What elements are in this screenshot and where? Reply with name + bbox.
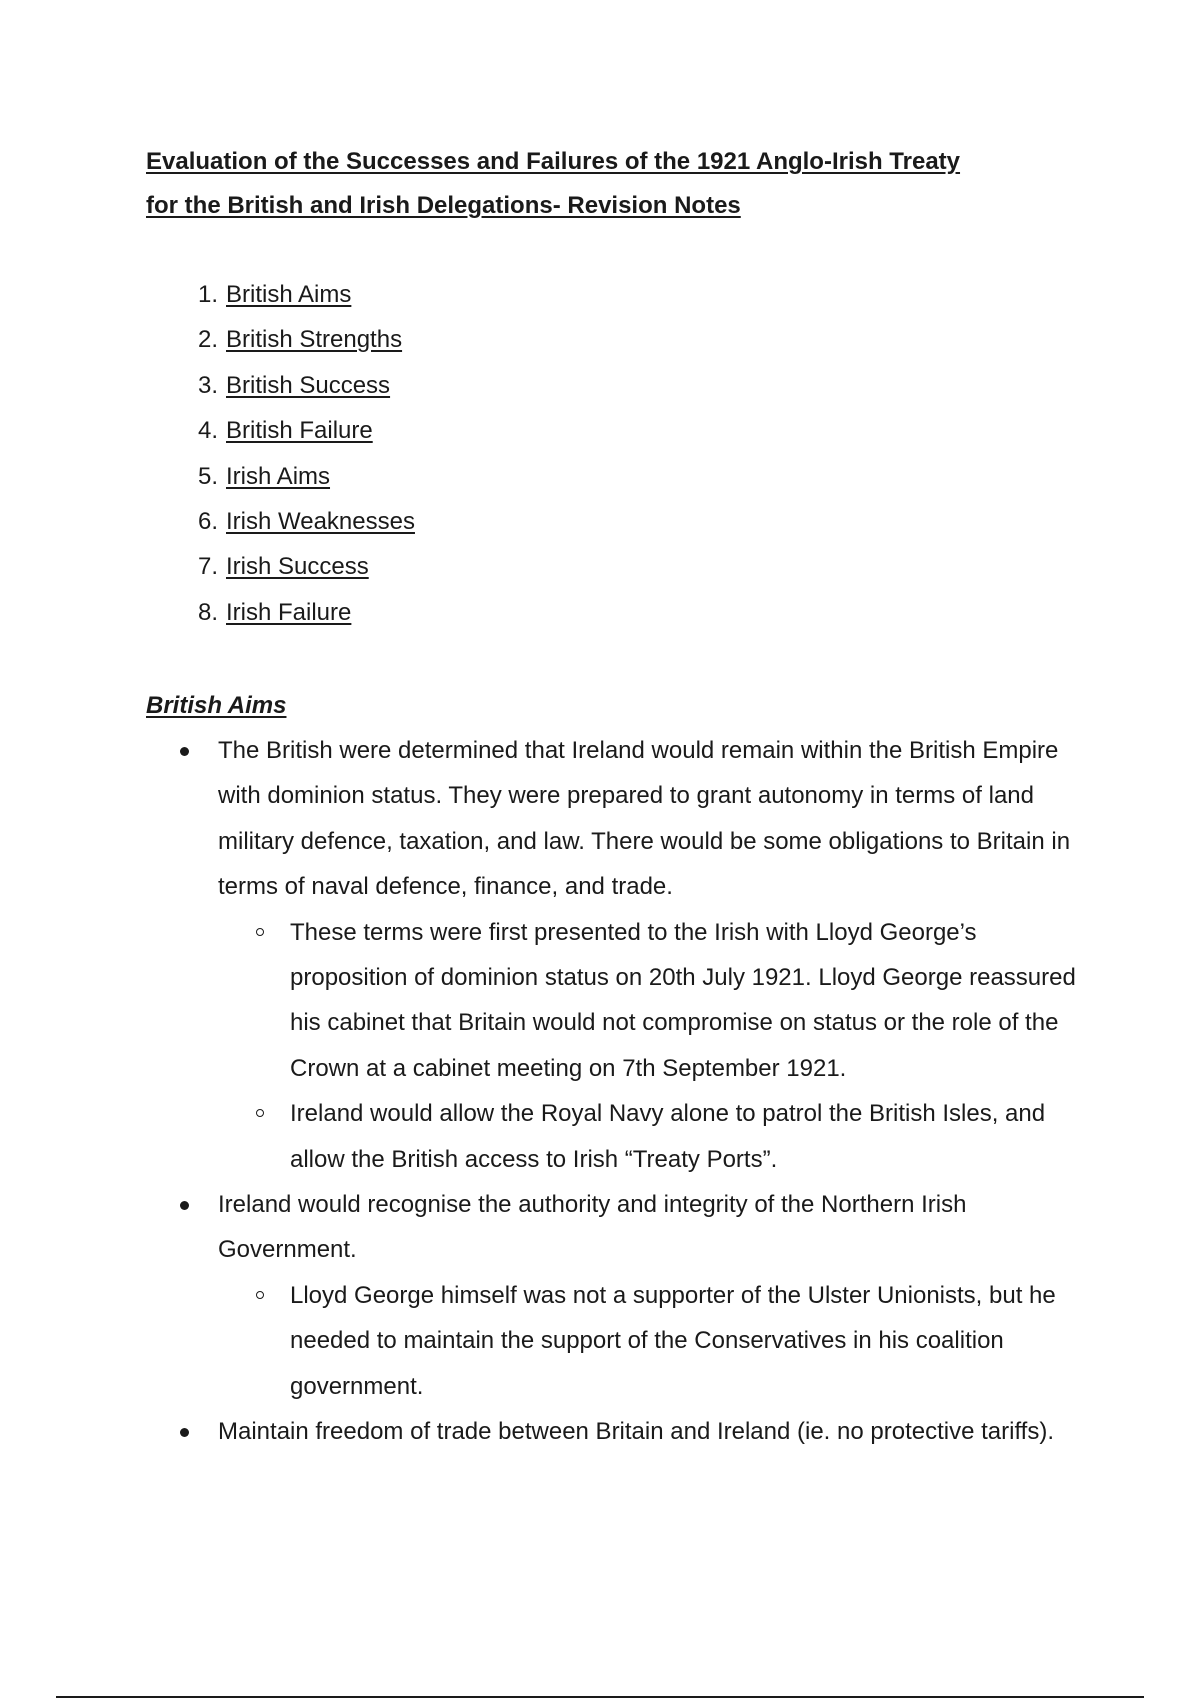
bullet-icon — [180, 1201, 189, 1210]
toc-link-irish-failure[interactable]: Irish Failure — [226, 598, 352, 626]
toc-number: 1. — [197, 281, 218, 308]
title-line-1: Evaluation of the Successes and Failures of the 1921 Anglo-Irish Treaty — [146, 148, 961, 175]
table-of-contents — [146, 272, 415, 635]
aim-point-text: The British were determined that Ireland would remain within the British Empire with dominion status. They were prepared to grant autonomy in terms of land military defence, taxation, and law. There would be some obligations to Britain in terms of naval defence, finance, and trade. — [218, 737, 1071, 901]
bullet-icon — [180, 747, 189, 756]
aim-point — [146, 1182, 1076, 1409]
toc-link-british-failure[interactable]: British Failure — [226, 417, 373, 445]
toc-link-irish-weaknesses[interactable]: Irish Weaknesses — [226, 507, 415, 535]
aim-point — [146, 1409, 1076, 1454]
hollow-bullet-icon — [256, 1109, 264, 1117]
sub-point-text: These terms were first presented to the Irish with Lloyd George’s proposition of dominion status on 20th July 1921. Lloyd George reassured his cabinet that Britain would not compromise on status or the role of the Crown at a cabinet meeting on 7th September 1921. — [290, 918, 1076, 1082]
hollow-bullet-icon — [256, 928, 264, 936]
toc-item — [146, 363, 415, 408]
toc-item — [146, 454, 415, 499]
toc-number: 5. — [197, 462, 218, 490]
sub-point — [218, 1273, 1076, 1409]
british-aims-list — [146, 728, 1076, 1455]
sub-point — [218, 1091, 1076, 1182]
toc-number: 2. — [197, 326, 218, 354]
aim-point-text: Maintain freedom of trade between Britain and Ireland (ie. no protective tariffs). — [218, 1418, 1055, 1446]
toc-number: 4. — [197, 417, 218, 445]
sub-point-list — [218, 1273, 1076, 1409]
section-heading-british-aims: British Aims — [146, 692, 287, 719]
toc-item — [146, 499, 415, 544]
title-line-2: for the British and Irish Delegations- Revision Notes — [146, 192, 741, 219]
page-bottom-rule — [56, 1696, 1144, 1698]
toc-link-british-success[interactable]: British Success — [226, 371, 391, 399]
sub-point-text: Lloyd George himself was not a supporter of the Ulster Unionists, but he needed to maintain the support of the Conservatives in his coalition government. — [290, 1281, 1056, 1400]
sub-point — [218, 910, 1076, 1092]
toc-number: 6. — [197, 507, 218, 535]
toc-item — [146, 317, 415, 362]
toc-link-british-strengths[interactable]: British Strengths — [226, 326, 403, 354]
toc-item — [146, 272, 415, 317]
toc-number: 8. — [197, 598, 218, 626]
toc-number: 3. — [197, 371, 218, 399]
aim-point-text: Ireland would recognise the authority and integrity of the Northern Irish Government. — [218, 1191, 967, 1264]
sub-point-list — [218, 910, 1076, 1182]
hollow-bullet-icon — [256, 1291, 264, 1299]
aim-point — [146, 728, 1076, 1182]
toc-link-irish-success[interactable]: Irish Success — [226, 553, 369, 581]
document-title — [146, 140, 1066, 228]
toc-link-irish-aims[interactable]: Irish Aims — [226, 462, 331, 490]
toc-item — [146, 590, 415, 635]
bullet-icon — [180, 1428, 189, 1437]
toc-link-british-aims[interactable]: British Aims — [226, 281, 352, 308]
toc-number: 7. — [197, 553, 218, 581]
sub-point-text: Ireland would allow the Royal Navy alone to patrol the British Isles, and allow the British access to Irish “Treaty Ports”. — [290, 1100, 1046, 1173]
toc-item — [146, 544, 415, 589]
toc-item — [146, 408, 415, 453]
